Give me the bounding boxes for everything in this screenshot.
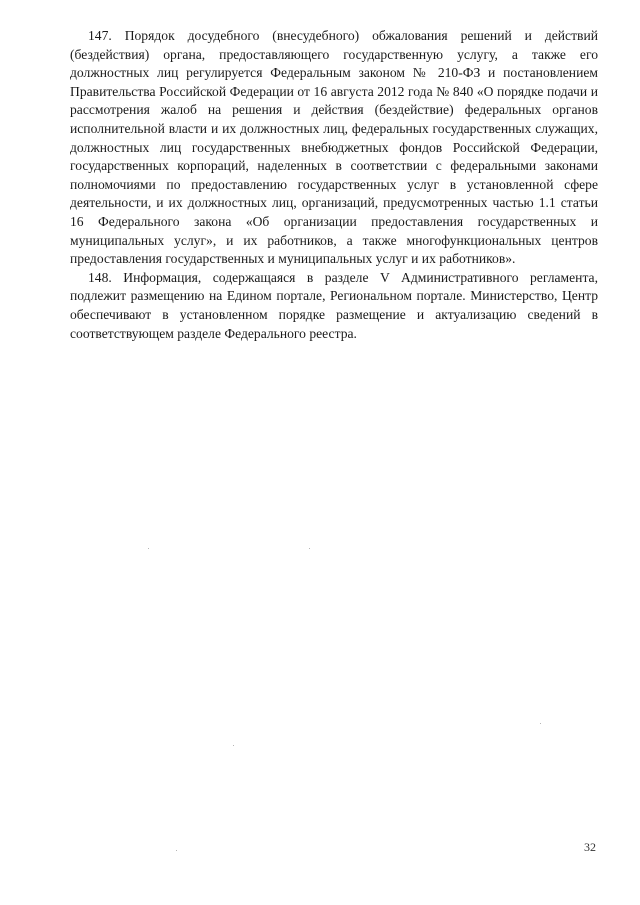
paragraph-148: 148. Информация, содержащаяся в разделе V Административного регламента, подлежит размещению на Едином портале, Региональном портале. Министерство, Центр обеспечивают в установленном порядке размещение и актуализацию сведений в соответствующем разделе Федерального реестра.: [70, 269, 598, 341]
scan-speck: [148, 548, 149, 549]
scan-speck: [309, 548, 310, 549]
scan-speck: [176, 850, 177, 851]
scan-speck: [233, 745, 234, 746]
paragraph-147: 147. Порядок досудебного (внесудебного) обжалования решений и действий (бездействия) органа, предоставляющего государственную услугу, а также его должностных лиц регулируется Федеральным законом № 210-ФЗ и постановлением Правительства Российской Федерации от 16 августа 2012 года № 840 «О порядке подачи и рассмотрения жалоб на решения и действия (бездействие) федеральных органов исполнительной власти и их должностных лиц, федеральных государственных служащих, должностных лиц государственных внебюджетных фондов Российской Федерации, государственных корпораций, наделенных в соответствии с федеральными законами полномочиями по предоставлению государственных услуг в установленной сфере деятельности, и их должностных лиц, организаций, предусмотренных частью 1.1 статьи 16 Федерального закона «Об организации предоставления государственных и муниципальных услуг», и их работников, а также многофункциональных центров предоставления государственных и муниципальных услуг и их работников».: [70, 28, 598, 267]
page-number: 32: [584, 840, 596, 854]
document-body: [70, 27, 598, 343]
scan-speck: [540, 723, 541, 724]
